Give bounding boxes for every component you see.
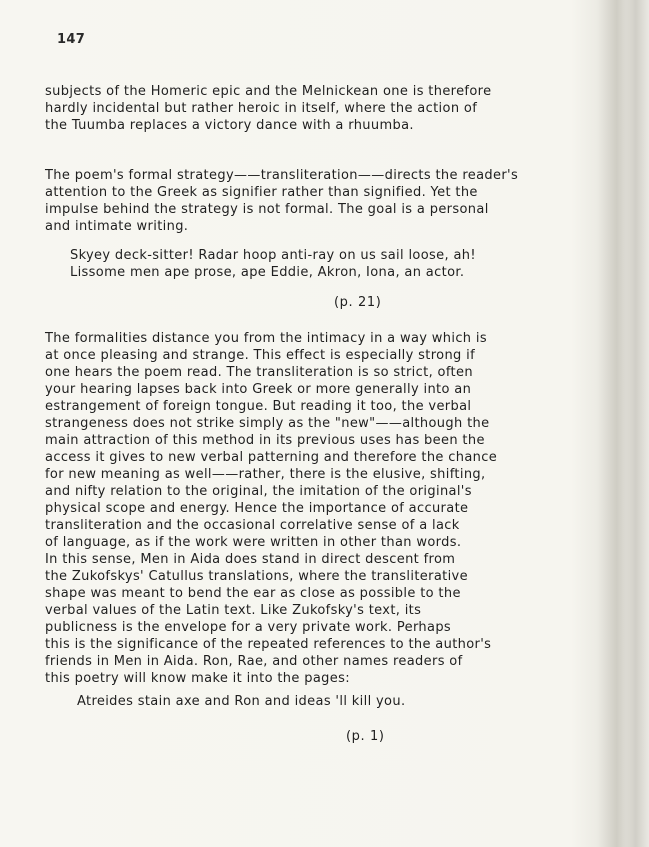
paragraph-line: and nifty relation to the original, the imitation of the original's xyxy=(45,484,472,499)
paragraph-line: subjects of the Homeric epic and the Melnickean one is therefore xyxy=(45,84,492,99)
paragraph-line: attention to the Greek as signifier rather than signified. Yet the xyxy=(45,185,478,200)
paragraph-line: physical scope and energy. Hence the importance of accurate xyxy=(45,501,469,516)
paragraph-line: your hearing lapses back into Greek or more generally into an xyxy=(45,382,472,397)
quote-line: Skyey deck-sitter! Radar hoop anti-ray on us sail loose, ah! xyxy=(70,248,476,263)
citation-2: (p. 1) xyxy=(346,729,385,744)
quote-line: Lissome men ape prose, ape Eddie, Akron, Iona, an actor. xyxy=(70,265,465,280)
page-gutter-shadow xyxy=(625,0,649,847)
paragraph-line: at once pleasing and strange. This effect is especially strong if xyxy=(45,348,476,363)
paragraph-line: estrangement of foreign tongue. But reading it too, the verbal xyxy=(45,399,472,414)
paragraph-line: the Tuumba replaces a victory dance with a rhuumba. xyxy=(45,118,414,133)
paragraph-line: the Zukofskys' Catullus translations, where the transliterative xyxy=(45,569,468,584)
paragraph-line: friends in Men in Aida. Ron, Rae, and other names readers of xyxy=(45,654,463,669)
paragraph-line: and intimate writing. xyxy=(45,219,189,234)
paragraph-line: one hears the poem read. The transliteration is so strict, often xyxy=(45,365,473,380)
paragraph-line: In this sense, Men in Aida does stand in direct descent from xyxy=(45,552,456,567)
paragraph-line: access it gives to new verbal patterning and therefore the chance xyxy=(45,450,498,465)
paragraph-line: shape was meant to bend the ear as close as possible to the xyxy=(45,586,461,601)
paragraph-line: this is the significance of the repeated references to the author's xyxy=(45,637,492,652)
paragraph-line: verbal values of the Latin text. Like Zukofsky's text, its xyxy=(45,603,422,618)
paragraph-1 xyxy=(45,83,625,134)
citation-1: (p. 21) xyxy=(334,295,382,310)
paragraph-line: this poetry will know make it into the pages: xyxy=(45,671,350,686)
paragraph-line: strangeness does not strike simply as the "new"——although the xyxy=(45,416,490,431)
quotation-1 xyxy=(70,247,590,281)
paragraph-line: The formalities distance you from the intimacy in a way which is xyxy=(45,331,487,346)
paragraph-2 xyxy=(45,167,625,235)
paragraph-line: main attraction of this method in its previous uses has been the xyxy=(45,433,485,448)
paragraph-line: The poem's formal strategy——transliteration——directs the reader's xyxy=(45,168,519,183)
paragraph-line: of language, as if the work were written in other than words. xyxy=(45,535,462,550)
page-number: 147 xyxy=(57,32,86,47)
paragraph-line: hardly incidental but rather heroic in itself, where the action of xyxy=(45,101,478,116)
paragraph-line: impulse behind the strategy is not formal. The goal is a personal xyxy=(45,202,489,217)
paragraph-line: for new meaning as well——rather, there is the elusive, shifting, xyxy=(45,467,486,482)
paragraph-line: transliteration and the occasional correlative sense of a lack xyxy=(45,518,460,533)
quotation-2: Atreides stain axe and Ron and ideas 'll kill you. xyxy=(77,694,406,709)
paragraph-line: publicness is the envelope for a very private work. Perhaps xyxy=(45,620,452,635)
paragraph-3 xyxy=(45,330,625,687)
